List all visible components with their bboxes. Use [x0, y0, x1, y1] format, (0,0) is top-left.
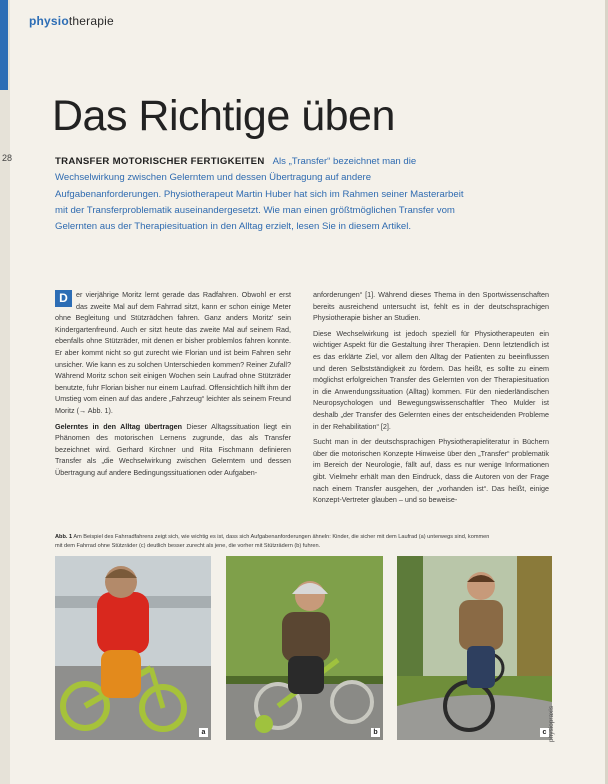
- photo-bicycle: [397, 556, 552, 740]
- caption-label: Abb. 1: [55, 534, 73, 540]
- paragraph-text: Dieser Alltagssituation liegt ein Phänomen des motorischen Lernens zugrunde, das als Transfer bezeichnet wird. Gerhard Kirchner und Rita Fischmann definieren Transfer als „die Wechselwirkung zwischen Gelerntem und dessen Übertragung auf andere Bedingungssituationen oder Aufgaben-: [55, 421, 291, 477]
- figure-caption: [55, 533, 495, 551]
- journal-name: physiopraxis: [548, 705, 555, 742]
- article-lead: [55, 154, 469, 235]
- paragraph-text: er vierjährige Moritz lernt gerade das Radfahren. Obwohl er erst das zweite Mal auf dem Fahrrad sitzt, kann er schon einige Meter ohne Begleitung und Stützrädchen fahren. Ganz anders Moritz' sein Kindergartenfreund. Auch er sitzt heute das zweite Mal auf seinem Rad, ebenfalls ohne Stützräder, mit denen er bisher problemlos fahren konnte. Er aber kommt nicht so gut zurecht wie Florian und ist beim Fahren sehr unsicher. Wie kann es zu solchen Unterschieden kommen? Reiner Zufall? Während Moritz schon seit einigen Wochen sein Laufrad ohne Stützräder benutzte, fuhr Florian bisher nur einem Laufrad. Offensichtlich hilft ihm der Umstieg vom einen auf das andere „Fahrzeug“ leichter als seinem Freund Moritz (→ Abb. 1).: [55, 290, 291, 415]
- child-on-balance-bike-illustration: [55, 556, 211, 740]
- article-title: Das Richtige üben: [52, 92, 395, 140]
- text-column-left: [55, 289, 291, 483]
- article-kicker: TRANSFER MOTORISCHER FERTIGKEITEN: [55, 156, 265, 167]
- subheading: Gelerntes in den Alltag übertragen: [55, 421, 183, 431]
- paragraph: Diese Wechselwirkung ist jedoch speziell für Physiotherapeuten ein wichtiger Aspekt für die Gestaltung ihrer Therapien. Denn letztendlich ist es das erklärte Ziel, vor allem den Alltag der Patienten zu beeinflussen und deren Selbstständigkeit zu fördern. Das heißt, es sollte zu einem möglichst erfolgreichen Transfer des Gelernten von der Therapiesituation in die Anwendungssituation (Alltag) kommen. Für den niederländischen Neuropsychologen und Bewegungswissenschaftler Theo Mulder ist deshalb „der Transfer des Gelernten eines der entscheidenden Probleme in der Rehabilitation“ [2].: [313, 328, 549, 431]
- paragraph: [55, 289, 291, 417]
- drop-cap: D: [55, 290, 72, 307]
- text-column-right: [313, 289, 549, 510]
- paragraph: anforderungen“ [1]. Während dieses Thema in den Sportwissenschaften bereits ausreichend untersucht ist, fehlt es in der deutschsprachigen Physiotherapie bisher an Studien.: [313, 290, 549, 323]
- photo-label: c: [540, 728, 549, 737]
- photo-label: b: [371, 728, 380, 737]
- child-with-training-wheels-illustration: [226, 556, 383, 740]
- lead-text: Als „Transfer“ bezeichnet man die Wechselwirkung zwischen Gelerntem und dessen Übertragung auf andere Aufgabenanforderungen. Physiotherapeut Martin Huber hat sich im Rahmen seiner Masterarbeit mit der Transferproblematik auseinandergesetzt. Wie man einen größtmöglichen Transfer vom Gelernten aus der Therapiesituation in den Alltag erzielt, lesen Sie in diesem Artikel.: [55, 156, 464, 233]
- photo-training-wheels: [226, 556, 383, 740]
- section-label-suffix: therapie: [68, 14, 114, 28]
- paragraph: [55, 421, 291, 479]
- page-gutter: [0, 0, 13, 784]
- photo-label: a: [199, 728, 208, 737]
- caption-text: Am Beispiel des Fahrradfahrens zeigt sich, wie wichtig es ist, dass sich Aufgabenanforderungen ähneln: Kinder, die sicher mit dem Laufrad (a) unterwegs sind, kommen mit dem Fahrrad ohne Stützräder (c) deutlich besser zurecht als jene, die vorher mit Stützrädern (b) fuhren.: [55, 534, 490, 549]
- child-on-bicycle-illustration: [397, 556, 552, 740]
- page-number: 28: [2, 153, 13, 163]
- paragraph: Sucht man in der deutschsprachigen Physiotherapieliteratur in Büchern über die motorischen Konzepte Hinweise über den „Transfer“ problematik im Bereich der Neurologie, fällt auf, dass es nur wenige Informationen gibt. Vielmehr erhält man den Eindruck, dass die Autoren von der Frage nach einem Transfer ausgehen, der „vorhanden ist“. Das heißt, einige Konzept-Vertreter glauben – und so beweise-: [313, 437, 549, 505]
- section-color-tab: [0, 0, 8, 90]
- section-label-prefix: physio: [29, 14, 69, 28]
- section-label: [29, 14, 114, 28]
- photo-balance-bike: [55, 556, 211, 740]
